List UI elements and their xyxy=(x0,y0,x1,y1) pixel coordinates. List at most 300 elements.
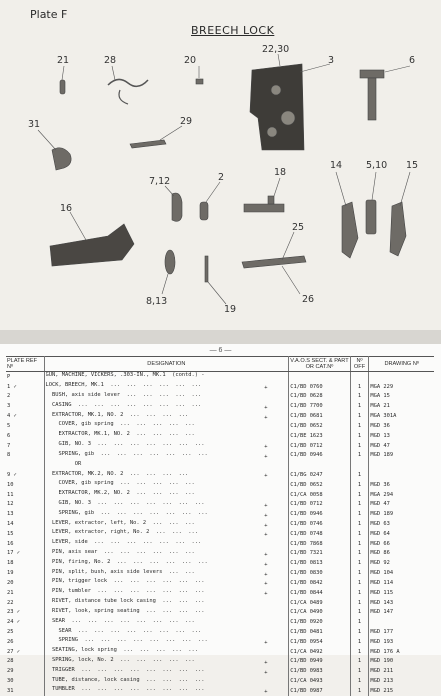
quantity-cell: 1 xyxy=(350,500,369,510)
ref-cell: 23 ✓ xyxy=(6,608,44,618)
designation-cell xyxy=(44,500,289,510)
plus-mark: + xyxy=(264,522,268,529)
part-number-cell: C1/CA 0492 xyxy=(289,647,350,657)
plus-mark: + xyxy=(264,640,268,647)
designation-cell xyxy=(44,647,289,657)
table-row xyxy=(6,647,434,657)
ref-label: 31 xyxy=(28,119,41,130)
drawing-cell: MGD 36 xyxy=(370,422,390,429)
quantity-cell: 1 xyxy=(350,529,369,539)
header-ref: PLATE REF Nº xyxy=(6,357,44,372)
part-5-10-cover xyxy=(366,200,376,234)
quantity-cell: 1 xyxy=(350,578,369,588)
table-body xyxy=(6,372,434,696)
designation-cell xyxy=(44,657,289,667)
part-21-tumbler-pin xyxy=(60,80,65,94)
ref-cell: 8 xyxy=(6,451,44,461)
ref-label: 18 xyxy=(274,167,287,178)
quantity-cell: 1 xyxy=(350,392,369,402)
part-number-cell: C1/BD 0987 xyxy=(289,686,350,696)
ref-cell: 20 xyxy=(6,578,44,588)
designation-text: SPRING, gib ... ... ... ... ... ... ... xyxy=(45,509,208,516)
designation-text: LEVER, extractor, right, No. 2 ... ... ... xyxy=(45,529,199,536)
plus-mark: + xyxy=(264,444,268,450)
quantity-cell: 1 xyxy=(350,471,369,481)
part-19-split-pin xyxy=(205,256,208,282)
designation-text: SEATING, lock spring ... ... ... ... ... xyxy=(45,647,199,654)
plus-mark: + xyxy=(264,591,268,598)
header-drawing: DRAWING Nº xyxy=(369,357,434,372)
table-row xyxy=(6,480,434,490)
table-row xyxy=(6,510,434,520)
ref-cell: 5 xyxy=(6,421,44,431)
ref-cell: 26 xyxy=(6,637,44,647)
table-row xyxy=(6,559,434,569)
designation-cell xyxy=(44,451,289,461)
designation-cell xyxy=(44,578,289,588)
part-number-cell: C1/BD 0949 xyxy=(289,657,350,667)
ref-label: 21 xyxy=(57,55,70,66)
drawing-cell: MGA 229 xyxy=(370,383,394,390)
designation-cell xyxy=(44,618,289,628)
drawing-cell: MGD 92 xyxy=(370,560,390,567)
drawing-cell: MGD 147 xyxy=(370,609,394,616)
ref-label: 2 xyxy=(218,172,225,183)
quantity-cell: 1 xyxy=(350,510,369,520)
quantity-cell: 1 xyxy=(350,618,369,628)
table-row xyxy=(6,598,434,608)
plus-mark: + xyxy=(264,669,268,676)
ref-cell: 13 xyxy=(6,510,44,520)
ref-label: 6 xyxy=(409,55,416,66)
drawing-cell: MGD 213 xyxy=(370,678,394,685)
plus-mark: + xyxy=(264,385,268,392)
part-25-sear xyxy=(242,256,306,268)
plus-mark: + xyxy=(264,561,268,568)
designation-cell xyxy=(44,421,289,431)
quantity-cell: 1 xyxy=(350,647,369,657)
table-row xyxy=(6,402,434,412)
drawing-cell: MGD 104 xyxy=(370,570,394,577)
plus-mark: + xyxy=(264,581,268,588)
part-number-cell: C1/BD 0830 xyxy=(289,569,350,579)
drawing-cell xyxy=(369,618,434,628)
part-number-cell: C1/BD 0681 xyxy=(289,412,350,422)
part-number-cell: C1/BD 0946 xyxy=(289,451,350,461)
ref-label: 28 xyxy=(104,55,117,66)
designation-cell xyxy=(44,608,289,618)
designation-text: PIN, axis sear ... ... ... ... ... ... xyxy=(45,549,195,556)
ref-cell: 6 xyxy=(6,431,44,441)
drawing-cell: MGD 47 xyxy=(370,442,390,449)
drawing-cell: MGD 47 xyxy=(370,501,390,508)
table-row xyxy=(6,569,434,579)
part-6-extractor xyxy=(360,70,384,78)
designation-cell xyxy=(44,588,289,598)
quantity-cell: 1 xyxy=(350,539,369,549)
table-row xyxy=(6,588,434,598)
part-number-cell: C1/BD 7868 xyxy=(289,539,350,549)
ref-cell: 17 ✓ xyxy=(6,549,44,559)
table-row xyxy=(6,431,434,441)
ref-cell: 1 ✓ xyxy=(6,382,44,392)
drawing-cell xyxy=(369,471,434,481)
part-15-lever-right xyxy=(390,202,406,256)
designation-cell xyxy=(44,529,289,539)
ref-cell: 11 xyxy=(6,490,44,500)
designation-cell xyxy=(44,372,289,382)
ref-cell: 28 xyxy=(6,657,44,667)
quantity-cell: 1 xyxy=(350,667,369,677)
part-number-cell: C1/BD 0481 xyxy=(289,628,350,638)
table-row xyxy=(6,451,434,461)
plus-mark: + xyxy=(264,453,268,460)
part-number-cell: C1/CA 0490 xyxy=(289,608,350,618)
part-18-firing-pin xyxy=(244,204,284,212)
designation-cell xyxy=(44,412,289,422)
table-row xyxy=(6,471,434,481)
designation-cell xyxy=(44,480,289,490)
part-8-13-gib-spring xyxy=(165,250,175,274)
ref-cell: 15 xyxy=(6,529,44,539)
designation-text: PIN, split, bush, axis side levers ... ... xyxy=(45,568,195,575)
ref-cell xyxy=(6,461,44,471)
parts-list-page xyxy=(0,344,441,696)
part-number-cell: C1/BD 0920 xyxy=(289,618,350,628)
plus-mark: + xyxy=(264,502,268,509)
part-number-cell: C1/BD 0712 xyxy=(289,441,350,451)
quantity-cell: 1 xyxy=(350,657,369,667)
designation-cell xyxy=(44,628,289,638)
ref-cell: 22 xyxy=(6,598,44,608)
ref-cell: 2 xyxy=(6,392,44,402)
part-number-cell: C1/BD 0748 xyxy=(289,529,350,539)
part-number-cell: C1/BD 0844 xyxy=(289,588,350,598)
ref-label: 20 xyxy=(184,55,197,66)
designation-text: TRIGGER ... ... ... ... ... ... ... ... xyxy=(45,666,205,673)
designation-cell xyxy=(44,461,289,471)
quantity-cell: 1 xyxy=(350,441,369,451)
quantity-cell: 1 xyxy=(350,686,369,696)
part-number-cell: C1/BD 0628 xyxy=(289,392,350,402)
page-separator xyxy=(0,330,441,344)
quantity-cell xyxy=(350,461,369,471)
designation-cell xyxy=(44,559,289,569)
part-number-cell xyxy=(289,372,350,382)
ref-cell: 18 xyxy=(6,559,44,569)
table-row xyxy=(6,382,434,392)
drawing-cell: MGD 193 xyxy=(370,638,394,645)
plus-mark: + xyxy=(264,689,268,696)
part-number-cell: C1/BD 0712 xyxy=(289,500,350,510)
ref-cell: 3 xyxy=(6,402,44,412)
designation-text: GIB, NO. 3 ... ... ... ... ... ... ... xyxy=(45,441,205,448)
ref-cell: 12 xyxy=(6,500,44,510)
designation-cell xyxy=(44,402,289,412)
part-number-cell: C1/BD 7700 xyxy=(289,402,350,412)
header-no-off: Nº OFF xyxy=(350,357,369,372)
table-row xyxy=(6,421,434,431)
ref-label: 22,30 xyxy=(262,44,290,55)
table-row xyxy=(6,500,434,510)
ref-cell: 29 xyxy=(6,667,44,677)
part-number-cell: C1/BD 0842 xyxy=(289,578,350,588)
part-number-cell: C1/CA 0489 xyxy=(289,598,350,608)
table-row xyxy=(6,657,434,667)
drawing-cell: MGD 114 xyxy=(370,579,394,586)
page-number: — 6 — xyxy=(0,347,441,354)
designation-text: SEAR ... ... ... ... ... ... ... ... xyxy=(45,617,195,624)
quantity-cell: 1 xyxy=(350,588,369,598)
ref-cell: 31 xyxy=(6,686,44,696)
quantity-cell: 1 xyxy=(350,598,369,608)
part-31-tumbler xyxy=(52,148,71,170)
drawing-cell: MGD 66 xyxy=(370,540,390,547)
drawing-cell: MGD 36 xyxy=(370,481,390,488)
designation-cell xyxy=(44,677,289,687)
designation-text: SEAR ... ... ... ... ... ... ... ... xyxy=(45,627,202,634)
part-number-cell: C1/BD 0760 xyxy=(289,382,350,392)
table-row xyxy=(6,637,434,647)
designation-text: LEVER, extractor, left, No. 2 ... ... ... xyxy=(45,519,195,526)
ref-label: 5,10 xyxy=(366,160,388,171)
designation-cell xyxy=(44,392,289,402)
plus-mark: + xyxy=(264,414,268,421)
drawing-cell: MGD 115 xyxy=(370,589,394,596)
ref-cell: 16 xyxy=(6,539,44,549)
quantity-cell: 1 xyxy=(350,677,369,687)
quantity-cell xyxy=(350,372,369,382)
designation-text: EXTRACTOR, MK.2, NO. 2 ... ... ... ... xyxy=(45,490,195,497)
part-number-cell: C1/BG 0247 xyxy=(289,471,350,481)
ref-label: 15 xyxy=(406,160,419,171)
drawing-cell xyxy=(369,372,434,382)
header-part-no: V.A.O.S SECT. & PART OR CAT.Nº xyxy=(290,358,349,371)
designation-cell xyxy=(44,510,289,520)
designation-text: LEVER, side ... ... ... ... ... ... ... xyxy=(45,539,202,546)
table-row xyxy=(6,677,434,687)
quantity-cell: 1 xyxy=(350,569,369,579)
part-number-cell xyxy=(289,461,350,471)
quantity-cell: 1 xyxy=(350,490,369,500)
designation-cell xyxy=(44,569,289,579)
part-16-side-lever xyxy=(50,224,134,266)
drawing-cell: MGD 190 xyxy=(370,658,394,665)
drawing-cell: MGD 86 xyxy=(370,550,390,557)
header-designation: DESIGNATION xyxy=(44,357,289,372)
designation-text: GIB, NO. 3 ... ... ... ... ... ... ... xyxy=(45,499,205,506)
designation-text: EXTRACTOR, MK.1, NO. 2 ... ... ... ... xyxy=(45,431,195,438)
part-number-cell: C1/BD 0983 xyxy=(289,667,350,677)
part-number-cell: C1/BD 7321 xyxy=(289,549,350,559)
designation-text: PIN, firing, No. 2 ... ... ... ... ... ... xyxy=(45,558,208,565)
ref-cell: 27 ✓ xyxy=(6,647,44,657)
plus-mark: + xyxy=(264,404,268,411)
drawing-cell: MGD 64 xyxy=(370,530,390,537)
table-row xyxy=(6,441,434,451)
drawing-cell: MGA 15 xyxy=(370,393,390,400)
quantity-cell: 1 xyxy=(350,628,369,638)
designation-cell xyxy=(44,441,289,451)
table-row xyxy=(6,412,434,422)
designation-cell xyxy=(44,549,289,559)
ref-label: 3 xyxy=(328,55,335,66)
ref-cell: 14 xyxy=(6,520,44,530)
ref-cell: 21 xyxy=(6,588,44,598)
ref-label: 25 xyxy=(292,222,305,233)
plus-mark: + xyxy=(264,551,268,558)
quantity-cell: 1 xyxy=(350,382,369,392)
designation-text: SPRING, gib ... ... ... ... ... ... ... xyxy=(45,450,208,457)
drawing-cell: MGD 189 xyxy=(370,452,394,459)
table-row xyxy=(6,372,434,382)
part-7-12-gib xyxy=(172,193,182,221)
part-number-cell: C1/BD 0652 xyxy=(289,421,350,431)
designation-cell xyxy=(44,667,289,677)
plus-mark: + xyxy=(264,532,268,539)
table-row xyxy=(6,529,434,539)
ref-label: 29 xyxy=(180,116,193,127)
designation-cell xyxy=(44,520,289,530)
designation-text: BUSH, axis side lever ... ... ... ... ... xyxy=(45,392,202,399)
quantity-cell: 1 xyxy=(350,559,369,569)
table-row xyxy=(6,667,434,677)
quantity-cell: 1 xyxy=(350,421,369,431)
quantity-cell: 1 xyxy=(350,480,369,490)
plus-mark: + xyxy=(264,659,268,666)
designation-cell xyxy=(44,490,289,500)
drawing-cell: MGA 294 xyxy=(370,491,394,498)
quantity-cell: 1 xyxy=(350,431,369,441)
parts-table xyxy=(6,356,434,696)
drawing-cell xyxy=(369,461,434,471)
ref-label: 7,12 xyxy=(149,176,171,187)
plus-mark: + xyxy=(264,512,268,519)
designation-text: LOCK, BREECH, MK.1 ... ... ... ... ... ... xyxy=(45,382,202,389)
ref-cell: 10 xyxy=(6,480,44,490)
part-20-trigger-lock-pin xyxy=(196,79,203,84)
ref-label: 8,13 xyxy=(146,296,168,307)
designation-text: RIVET, distance tube lock casing ... ... ... xyxy=(45,598,205,605)
quantity-cell: 1 xyxy=(350,608,369,618)
designation-cell xyxy=(44,598,289,608)
table-row xyxy=(6,628,434,638)
designation-text: GUN, MACHINE, VICKERS, .303-IN., MK.1 (contd.) - xyxy=(45,372,205,379)
part-2-bush xyxy=(200,202,208,220)
designation-cell xyxy=(44,539,289,549)
part-3-casing xyxy=(250,64,304,150)
designation-text: COVER, gib spring ... ... ... ... ... xyxy=(45,480,195,487)
designation-cell xyxy=(44,382,289,392)
part-number-cell: C1/BD 0746 xyxy=(289,520,350,530)
table-row xyxy=(6,461,434,471)
part-number-cell: C1/BD 0652 xyxy=(289,480,350,490)
designation-text: PIN, trigger lock ... ... ... ... ... ... xyxy=(45,578,205,585)
part-number-cell: C1/BD 0954 xyxy=(289,637,350,647)
plate-label: Plate F xyxy=(30,8,68,21)
quantity-cell: 1 xyxy=(350,637,369,647)
part-number-cell: C1/BE 1623 xyxy=(289,431,350,441)
ref-label: 26 xyxy=(302,294,315,305)
drawing-cell: MGD 63 xyxy=(370,521,390,528)
plus-mark: + xyxy=(264,473,268,480)
designation-cell xyxy=(44,637,289,647)
ref-cell: 9 ✓ xyxy=(6,471,44,481)
quantity-cell: 1 xyxy=(350,402,369,412)
ref-label: 14 xyxy=(330,160,343,171)
drawing-cell: MGD 143 xyxy=(370,599,394,606)
designation-cell xyxy=(44,686,289,696)
table-row xyxy=(6,686,434,696)
part-28-lock-spring xyxy=(108,79,148,86)
drawing-cell: MGD 177 xyxy=(370,628,394,635)
designation-text: EXTRACTOR, MK.1, NO. 2 ... ... ... ... xyxy=(45,411,189,418)
plate-title: BREECH LOCK xyxy=(191,24,275,37)
part-number-cell: C1/BD 0813 xyxy=(289,559,350,569)
drawing-cell: MGD 176 A xyxy=(370,648,400,655)
drawing-cell: MGA 301A xyxy=(370,413,397,420)
drawing-cell: MGD 13 xyxy=(370,432,390,439)
designation-text: OR xyxy=(45,460,82,467)
ref-cell: 24 ✓ xyxy=(6,618,44,628)
table-row xyxy=(6,578,434,588)
ref-cell: 4 ✓ xyxy=(6,412,44,422)
designation-text: COVER, gib spring ... ... ... ... ... xyxy=(45,421,195,428)
drawing-cell: MGD 189 xyxy=(370,511,394,518)
designation-text: SPRING ... ... ... ... ... ... ... ... xyxy=(45,637,208,644)
designation-text: TUBE, distance, lock casing ... ... ... ... xyxy=(45,676,205,683)
table-row xyxy=(6,392,434,402)
table-row xyxy=(6,490,434,500)
designation-cell xyxy=(44,471,289,481)
part-number-cell: C1/CA 0058 xyxy=(289,490,350,500)
designation-cell xyxy=(44,431,289,441)
ref-cell: 25 xyxy=(6,628,44,638)
designation-text: PIN, tumbler ... ... ... ... ... ... ... xyxy=(45,588,205,595)
designation-text: CASING ... ... ... ... ... ... ... ... xyxy=(45,401,202,408)
plate-f-illustration xyxy=(0,0,441,330)
drawing-cell: MGD 211 xyxy=(370,668,394,675)
part-14-lever-left xyxy=(342,202,358,258)
table-header-row xyxy=(6,357,434,372)
plus-mark: + xyxy=(264,571,268,578)
table-row xyxy=(6,618,434,628)
quantity-cell: 1 xyxy=(350,520,369,530)
quantity-cell: 1 xyxy=(350,549,369,559)
ref-label: 16 xyxy=(60,203,73,214)
part-29-trigger xyxy=(130,140,166,148)
drawing-cell: MGD 215 xyxy=(370,687,394,694)
quantity-cell: 1 xyxy=(350,412,369,422)
designation-text: TUMBLER ... ... ... ... ... ... ... ... xyxy=(45,686,205,693)
designation-text: EXTRACTOR, MK.2, NO. 2 ... ... ... ... xyxy=(45,470,189,477)
table-row xyxy=(6,539,434,549)
ref-label: 19 xyxy=(224,304,237,315)
table-row xyxy=(6,608,434,618)
drawing-cell: MGA 21 xyxy=(370,403,390,410)
table-row xyxy=(6,520,434,530)
ref-cell: 30 xyxy=(6,677,44,687)
ref-cell: 7 xyxy=(6,441,44,451)
designation-text: SPRING, lock, No. 2 ... ... ... ... ... xyxy=(45,656,195,663)
table-row xyxy=(6,549,434,559)
part-number-cell: C1/BD 0946 xyxy=(289,510,350,520)
part-number-cell: C1/CA 0493 xyxy=(289,677,350,687)
ref-cell: P xyxy=(6,372,44,382)
quantity-cell: 1 xyxy=(350,451,369,461)
designation-text: RIVET, look, spring seating ... ... ... ... xyxy=(45,607,205,614)
ref-cell: 19 xyxy=(6,569,44,579)
